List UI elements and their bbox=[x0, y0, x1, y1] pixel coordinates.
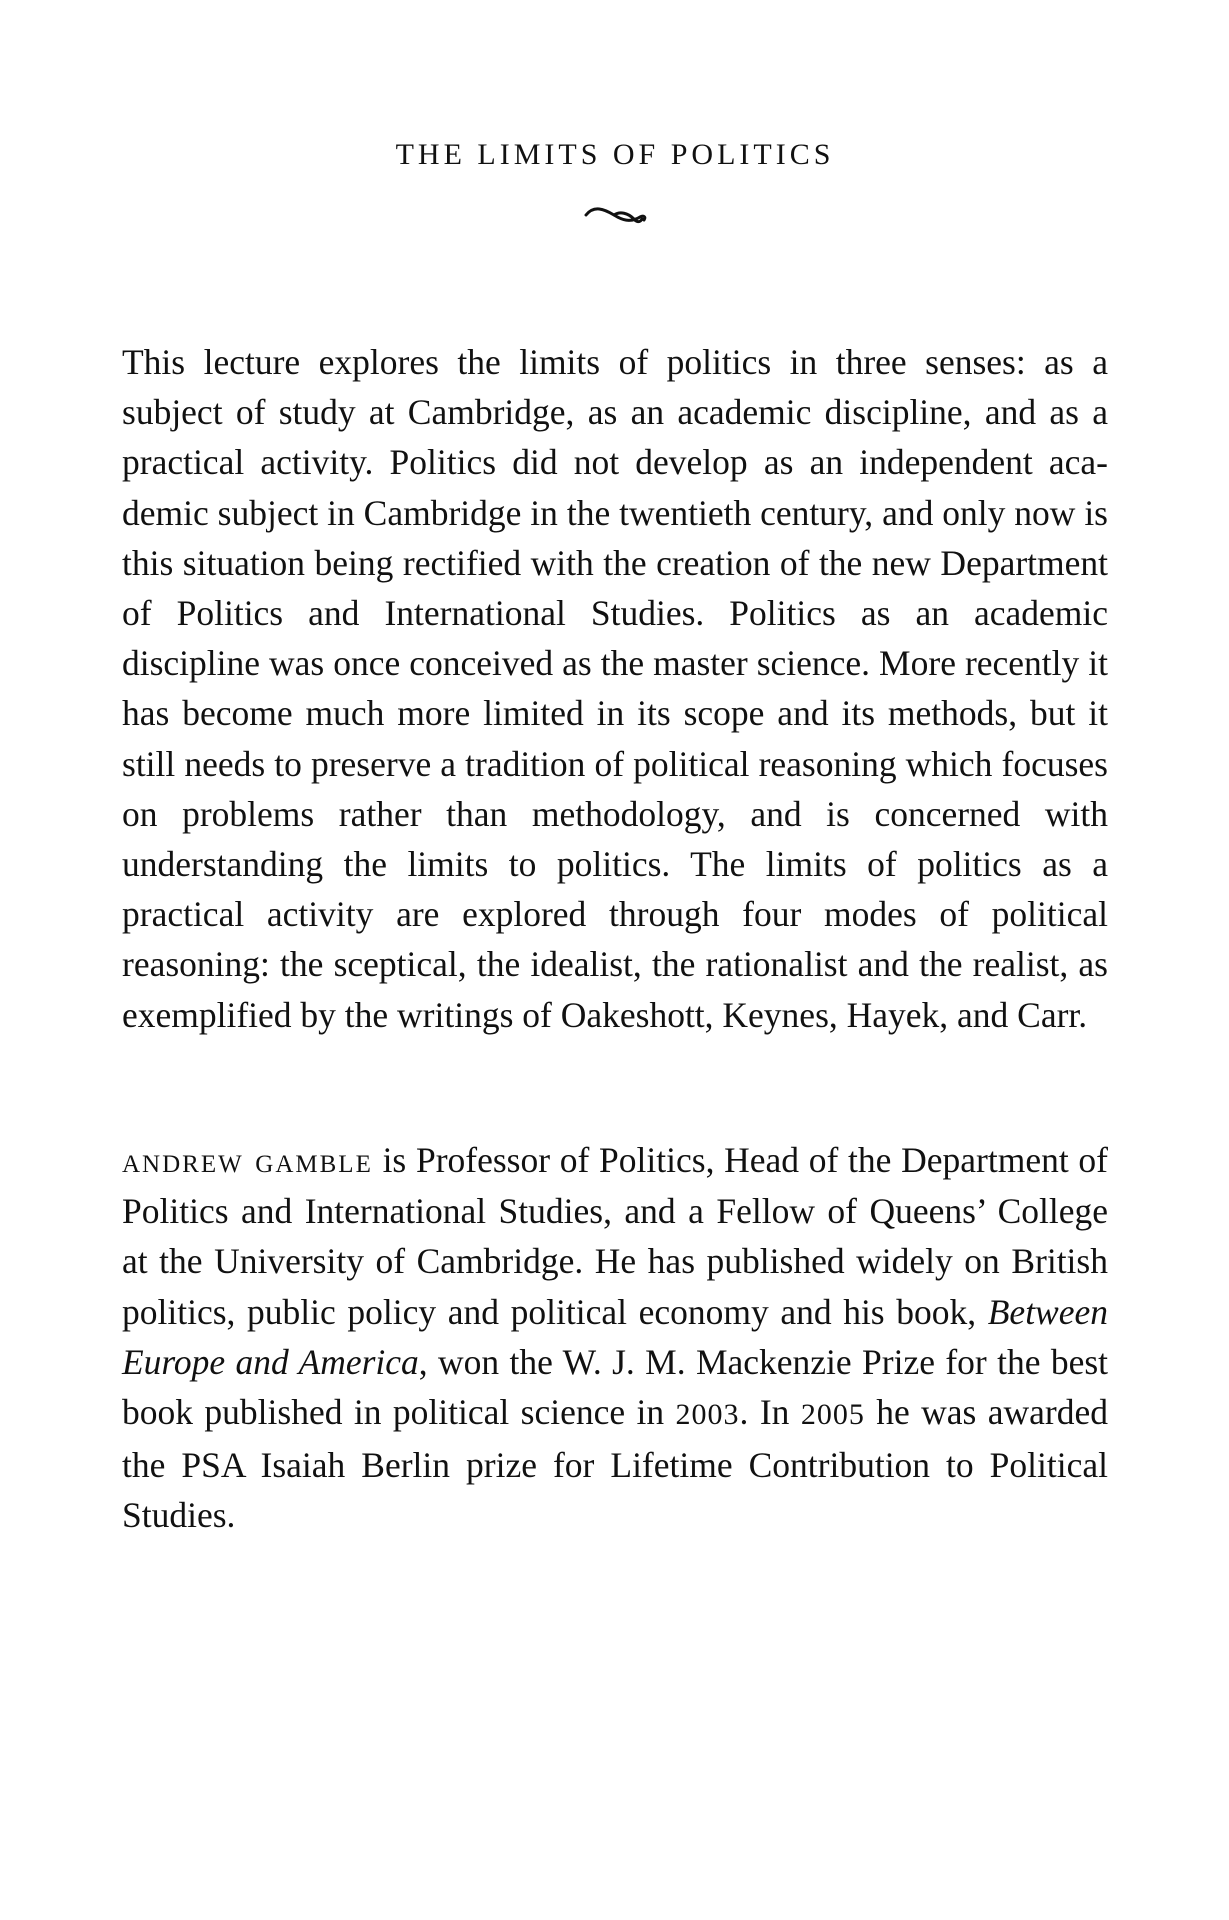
year-2005: 2005 bbox=[800, 1398, 865, 1432]
bio-text-1: is Professor of Politics, Head of the Department of Politics and International Studies, and a Fellow of Queens’ College at the University of Cambridge. He has published widely on British politics, public policy and political economy and his book, bbox=[122, 1140, 1108, 1332]
year-2003: 2003 bbox=[675, 1398, 740, 1432]
book-title: Between Europe and America bbox=[122, 1291, 1108, 1382]
author-bio-paragraph bbox=[122, 1135, 1108, 1541]
page-title: THE LIMITS OF POLITICS bbox=[395, 138, 835, 171]
bio-text-3: . In bbox=[739, 1392, 801, 1433]
abstract-paragraph: This lecture explores the limits of politics in three senses: as a subject of study at Cambridge, as an academic discipline, and as a practical activity. Politics did not develop as an independent academic subject in Cambridge in the twentieth century, and only now is this situation being rectified with the creation of the new Department of Politics and International Studies. Politics as an academic discipline was once conceived as the master science. More recently it has become much more limited in its scope and its methods, but it still needs to preserve a tradition of political reasoning which focuses on problems rather than methodology, and is concerned with understanding the limits to politics. The limits of politics as a practical activity are explored through four modes of political reasoning: the sceptical, the idealist, the rationalist and the realist, as exemplified by the writings of Oakeshott, Keynes, Hayek, and Carr. bbox=[122, 342, 1108, 1035]
bio-text-4: he was awarded the PSA Isaiah Berlin prize for Lifetime Contribution to Political Studies. bbox=[122, 1392, 1108, 1536]
swash-ornament-icon bbox=[584, 203, 648, 231]
author-name: andrew gamble bbox=[122, 1141, 373, 1180]
bio-text-2: , won the W. J. M. Mackenzie Prize for the best book published in political science in bbox=[122, 1341, 1108, 1433]
